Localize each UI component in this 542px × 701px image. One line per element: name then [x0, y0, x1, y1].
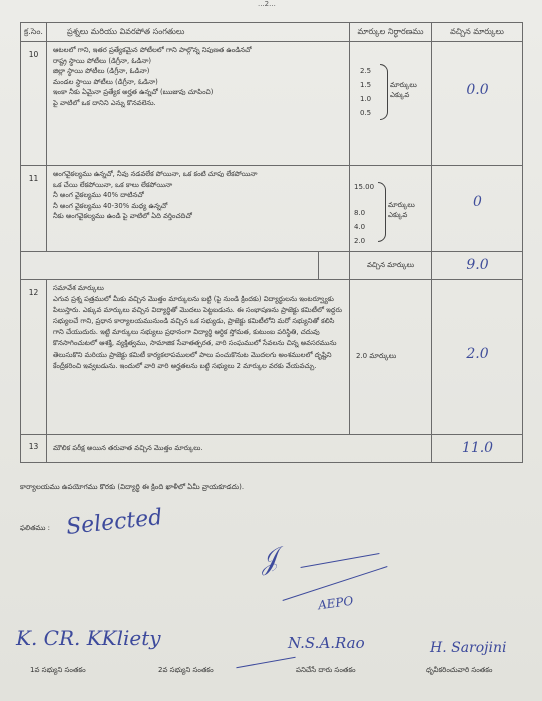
signature-4-handwriting: H. Sarojini	[430, 640, 507, 656]
signature-4-label: ధృవీకరించువారి సంతకం	[426, 666, 493, 674]
row-13-awarded: 11.0	[461, 440, 494, 456]
scale-value: 1.0	[360, 95, 372, 103]
signature-2-label: 2వ సభ్యుని సంతకం	[158, 666, 214, 674]
row-11-line: నీ అంగ వైకల్యము 40-30% మధ్య ఉన్నచో	[53, 201, 168, 210]
header-marks-scale: మార్కుల నిర్ధారణము	[350, 23, 432, 42]
approver-stroke	[301, 553, 380, 568]
subtotal-blank	[21, 252, 47, 280]
row-13	[21, 435, 523, 463]
row-12-scale: 2.0 మార్కులు	[356, 352, 397, 360]
brace-label: ఎక్కువ	[388, 211, 408, 219]
signature-3-label: పనిచేసే దారు సంతకం	[296, 666, 356, 674]
approver-initials: AEPO	[317, 593, 355, 613]
row-13-number: 13	[21, 435, 47, 463]
brace-label: మార్కులు	[388, 201, 415, 209]
row-13-awarded-cell	[432, 435, 523, 463]
row-12-awarded: 2.0	[466, 346, 489, 362]
row-10-line: మండల స్థాయి పోటీలు (డిగ్రీనా, ఓడినా)	[53, 77, 158, 86]
row-11-line: నీకు అంగవైకల్యము ఉండి పై వాటిలో ఏది వర్తించదిచో	[53, 212, 192, 220]
scale-value: 4.0	[354, 223, 366, 231]
row-10-scale	[350, 42, 432, 166]
row-12	[21, 280, 523, 435]
row-11	[21, 166, 523, 252]
row-12-paragraph: ఎగువ ప్రశ్న పత్రములో మీకు వచ్చిన మొత్తం మార్కులను బట్టి (పై నుండి క్రిందకు) విద్యార్థులను ఇంటర్వ్యూకు పిలుస్తారు. ఎక్కువ మార్కులు వచ్చిన విద్యార్థితో మొదలు పెట్టబడును. ఈ సంభాషణను ప్రాజెక్టు కమిటీలో ఇద్దరు సభ్యులచే గాని, ప్రధాన కార్యాలయమునుండి వచ్చిన ఒక సభ్యుడు, ప్రాజెక్టు కమిటీలోని మరో సభ్యునితో కలిసి గాని చేయుదురు. ఇట్టి మార్కులు సభ్యులు ప్రధానంగా విద్యార్థి ఆర్థిక స్తోమత, కుటుంబ పరిస్థితి, చదువు కొనసాగించుటలో ఆశక్తి, వ్యక్తిత్వము, సామాజిక సేవాతత్పరత, వారి సంఘములో సేవలను చిన్న అవసరమును తెలుసుకొని మరియు ప్రాజెక్టు కమిటీ కార్యకలాపములలో పాలు పంచుకొనుట మొదలగు అంశములలో దృష్టిని కేంద్రీకరించి ఇవ్వబడును. ఇందులో వారి వారి అర్హతలను బట్టి సభ్యులు 2 మార్కుల వరకు వేయవచ్చు.	[53, 294, 342, 370]
row-12-text	[47, 280, 350, 435]
row-11-line: ఒక చేయి లేకపోయినా, ఒక కాలు లేకపోయినా	[53, 180, 173, 189]
row-11-text	[47, 166, 350, 252]
result-label: ఫలితము :	[20, 524, 50, 532]
subtotal-value-cell	[432, 252, 523, 280]
scale-value: 1.5	[360, 81, 372, 89]
row-11-number: 11	[21, 166, 47, 252]
subtotal-spacer	[47, 252, 350, 280]
scale-value: 15.00	[354, 183, 375, 191]
result-signature: Selected	[64, 505, 164, 540]
row-10-line: జిల్లా స్థాయి పోటీలు (డిగ్రీనా, ఓడినా)	[53, 67, 150, 75]
row-10-line: పై వాటిలో ఒక దానిని ఎన్ను కొనవలెను.	[53, 98, 156, 107]
signature-1-handwriting: K. CR. KKliety	[16, 626, 161, 650]
row-10-number: 10	[21, 42, 47, 166]
subtotal-row	[21, 252, 523, 280]
row-10-awarded: 0.0	[466, 82, 489, 98]
row-11-line: నీ అంగ వైకల్యము 40% దాటినచో	[53, 191, 144, 199]
header-awarded: వచ్చిన మార్కులు	[432, 23, 523, 42]
row-13-text: మౌలిక పరీక్ష అయిన తరువాత వచ్చిన మొత్తం మార్కులు.	[47, 435, 432, 463]
header-question: ప్రశ్నలు మరియు వివరపోత సంగతులు	[47, 23, 350, 42]
header-sno: క్ర.సెం.	[21, 23, 47, 42]
row-10-line: ఆటలలో గాని, ఇతర ప్రత్యేకమైన పోటీలలో గాని పాల్గొన్న నిపుణత ఉండినచో	[53, 46, 252, 54]
row-10-awarded-cell	[432, 42, 523, 166]
scale-value: 8.0	[354, 209, 366, 217]
scale-value: 2.0	[354, 237, 366, 245]
row-11-scale	[350, 166, 432, 252]
row-12-title: సమావేశ మార్కులు	[53, 284, 104, 292]
row-12-scale-cell	[350, 280, 432, 435]
bracket	[380, 64, 388, 120]
scale-value: 0.5	[360, 109, 372, 117]
brace-label: మార్కులు	[390, 81, 417, 89]
subtotal-label: వచ్చిన మార్కులు	[350, 252, 432, 280]
row-12-awarded-cell	[432, 280, 523, 435]
header-row	[21, 23, 523, 42]
scale-value: 2.5	[360, 67, 372, 75]
signature-3-stroke	[236, 657, 295, 668]
row-12-number: 12	[21, 280, 47, 435]
signature-3-handwriting: N.S.A.Rao	[288, 634, 365, 652]
bracket	[378, 182, 386, 242]
signature-1-label: 1వ సభ్యుని సంతకం	[30, 666, 86, 674]
evaluation-table	[20, 22, 523, 463]
row-10-line: ఇంకా నీకు ఏమైనా ప్రత్యేక అర్హత ఉన్నచో (ఋజువు చూపించి)	[53, 88, 214, 96]
row-11-line: అంగవైకల్యము ఉన్నచో, నీవు నడవలేక పోయినా, ఒక కంటి చూపు లేకపోయినా	[53, 170, 258, 178]
office-note: కార్యాలయము ఉపయోగము కొరకు (విద్యార్థి ఈ క్రింది ఖాళీలో ఏమీ వ్రాయకూడదు).	[20, 483, 245, 491]
row-10-line: రాష్ట్ర స్థాయి పోటీలు (డిగ్రీనా, ఓడినా)	[53, 56, 152, 65]
subtotal-value: 9.0	[466, 257, 489, 273]
row-11-awarded: 0	[473, 194, 482, 210]
brace-label: ఎక్కువ	[390, 91, 410, 99]
row-10-text	[47, 42, 350, 166]
approver-scribble: 𝒥	[256, 543, 282, 577]
page-number: ...2...	[258, 0, 276, 8]
row-10	[21, 42, 523, 166]
row-11-awarded-cell	[432, 166, 523, 252]
